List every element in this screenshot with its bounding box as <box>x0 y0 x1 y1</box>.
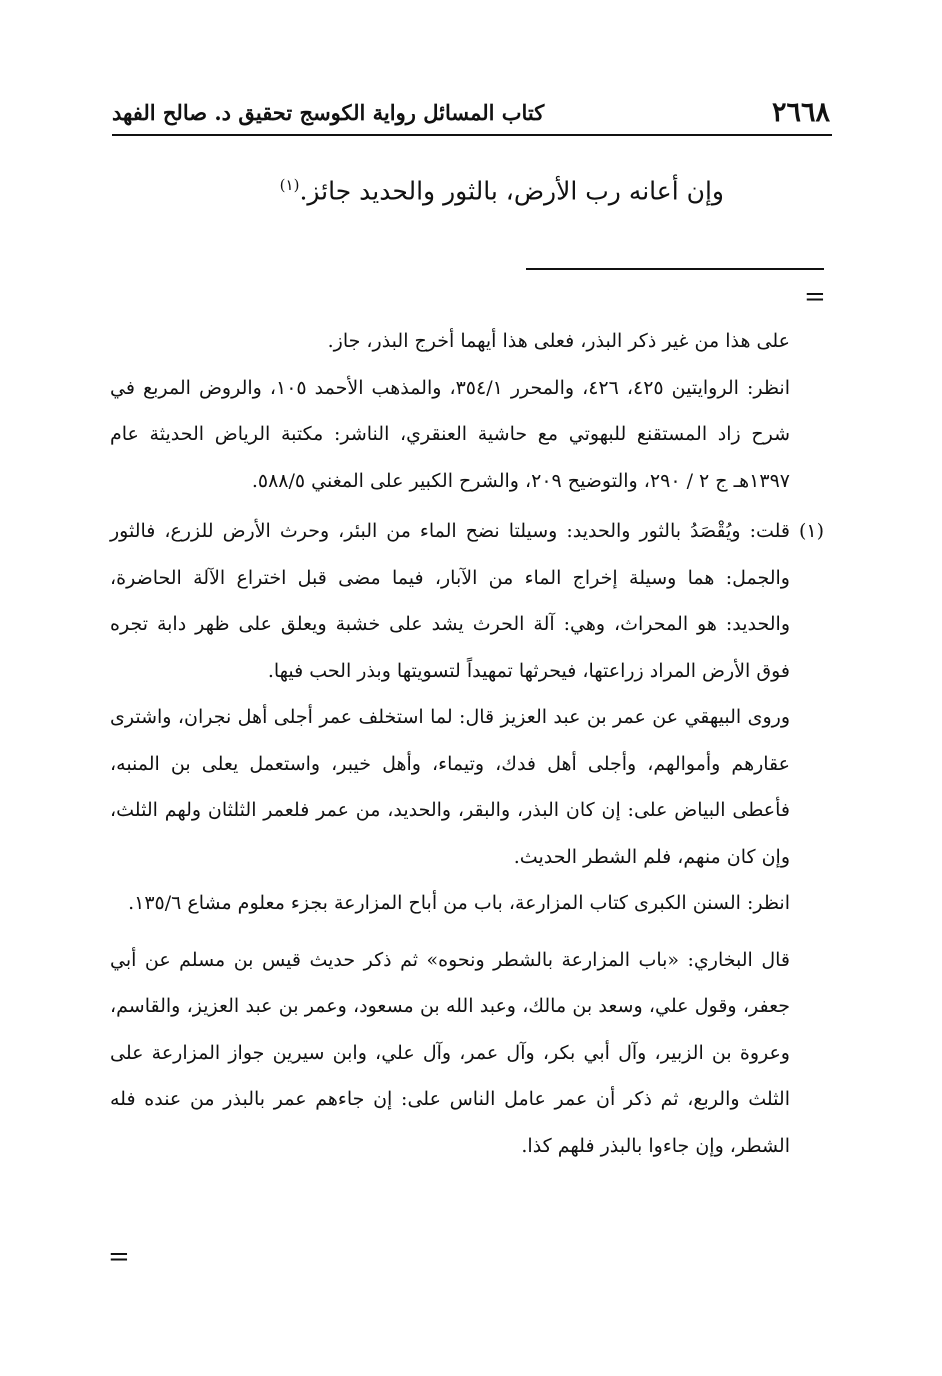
footnote-paragraph: وروى البيهقي عن عمر بن عبد العزيز قال: لما استخلف عمر أجلى أهل نجران، واشترى عقارهم وأموالهم، وأجلى أهل فدك، وتيماء، وأهل خيبر، واستعمل يعلى بن المنبه، فأعطى البياض على: إن كان البذر، والبقر، والحديد، من عمر فلعمر الثلثان ولهم الثلث، وإن كان منهم، فلم الشطر الحديث. <box>110 706 790 868</box>
main-text-body: وإن أعانه رب الأرض، بالثور والحديد جائز. <box>299 176 724 206</box>
footnote-paragraph: قال البخاري: «باب المزارعة بالشطر ونحوه» ثم ذكر حديث قيس بن مسلم عن أبي جعفر، وقول علي، وسعد بن مالك، وعبد الله بن مسعود، وعمر بن عبد العزيز، والقاسم، وعروة بن الزبير، وآل أبي بكر، وآل عمر، وآل علي، وابن سيرين جواز المزارعة على الثلث والربع، ثم ذكر أن عمر عامل الناس على: إن جاءهم عمر بالبذر من عنده فله الشطر، وإن جاءوا بالبذر فلهم كذا. <box>110 948 790 1157</box>
header-title: كتاب المسائل رواية الكوسج تحقيق د. صالح الفهد <box>112 99 545 125</box>
main-text <box>224 176 724 205</box>
continuation-mark-top: = <box>804 282 826 312</box>
footnote-ref: (١) <box>279 176 300 194</box>
page-number: ٢٦٦٨ <box>771 96 830 128</box>
footnote-separator <box>526 268 824 270</box>
footnote-1-marker: (١) <box>798 520 824 542</box>
running-header <box>112 92 830 132</box>
footnote-1 <box>110 508 824 694</box>
footnote-carry-paragraph: انظر: الروايتين ٤٢٥، ٤٢٦، والمحرر ٣٥٤/١، والمذهب الأحمد ١٠٥، والروض المربع في شرح زاد المستقنع للبهوتي مع حاشية العنقري، الناشر: مكتبة الرياض الحديثة عام ١٣٩٧هـ ج ٢ / ٢٩٠، والتوضيح ٢٠٩، والشرح الكبير على المغني ٥٨٨/٥. <box>110 376 790 492</box>
continuation-mark-bottom: = <box>108 1242 130 1272</box>
footnote-carry-paragraph: على هذا من غير ذكر البذر، فعلى هذا أيهما أخرج البذر، جاز. <box>327 330 790 352</box>
header-rule <box>112 134 832 136</box>
footnote-paragraph: انظر: السنن الكبرى كتاب المزارعة، باب من أباح المزارعة بجزء معلوم مشاع ١٣٥/٦. <box>128 892 790 914</box>
footnotes-block <box>110 318 824 1169</box>
footnote-paragraph: قلت: ويُقْصَدُ بالثور والحديد: وسيلتا نضح الماء من البئر، وحرث الأرض للزرع، فالثور والجمل: هما وسيلة إخراج الماء من الآبار، فيما مضى قبل اختراع الآلة الحاضرة، والحديد: هو المحراث، وهي: آلة الحرث يشد على خشبة ويعلق على ظهر دابة تجره فوق الأرض المراد زراعتها، فيحرثها تمهيداً لتسويتها وبذر الحب فيها. <box>110 520 790 682</box>
